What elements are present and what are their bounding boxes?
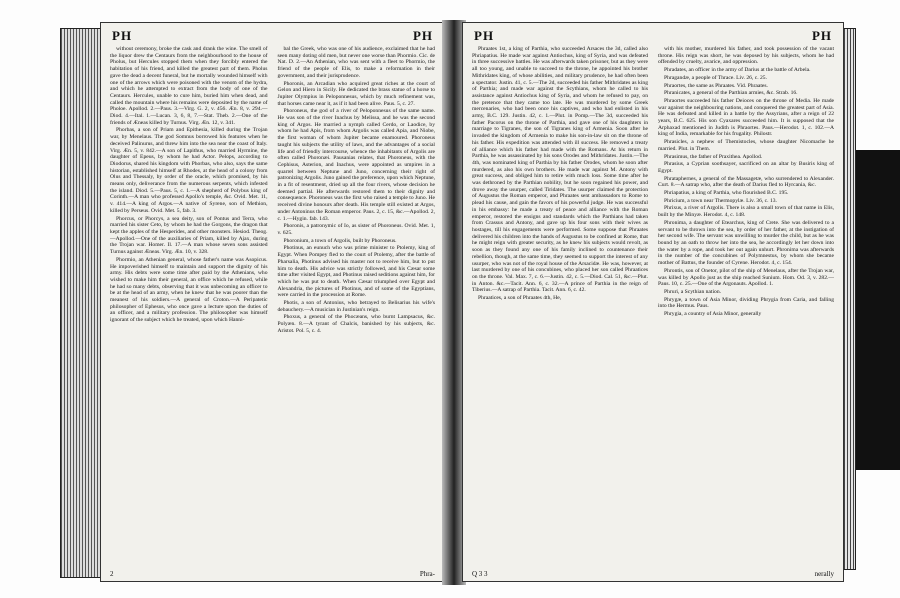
right-page [462, 22, 844, 582]
right-column-1 [472, 46, 648, 319]
left-column-2 [278, 46, 436, 336]
signature-mark: Q 3 3 [472, 570, 488, 578]
catchword: Phra- [419, 570, 435, 578]
left-header-right: PH [412, 28, 433, 43]
entry: Phricium, a town near Thermopylæ. Liv. 36, c. 13. [664, 197, 777, 204]
entry: Phorcus, or Phorcys, a sea deity, son of Pontus and Terra, who married his sister Ceto, by whom he had the Gorgons, the dragon that kept the apples of the Hesperides, and other monsters. Hesiod. Theog.—Apollod.—One of the auxiliaries of Priam, killed by Ajax, during the Trojan war. Homer. Il. 17.—A man whose seven sons assisted Turnus against Æneas. Virg. Æn. 10, v. 328. [110, 215, 268, 256]
left-page-footer [110, 570, 435, 578]
page-number: 2 [110, 570, 114, 578]
entry: Phriapatius, a king of Parthia, who flourished B.C. 195. [664, 190, 789, 197]
open-book [60, 10, 850, 580]
entry: Phrygæ, a town of Asia Minor, dividing Phrygia from Caria, and falling into the Hermus. Paus. [658, 296, 834, 310]
right-header-right: PH [811, 28, 832, 43]
entry: Phoronis, an Arcadian who acquired great riches at the court of Gelon and Hiero in Sicily. He dedicated the brass statue of a horse to Jupiter Olympius in Peloponnesus, which by much refinement was, that horses came near it, as if it had been alive. Paus. 5, c. 27. [277, 80, 435, 107]
entry: Phraortes, the same as Phraates. Vid. Phraates. [664, 82, 768, 89]
entry: Phragandæ, a people of Thrace. Liv. 26, c. 25. [664, 74, 767, 81]
entry: Photis, a son of Antonius, who betrayed to Belisarius his wife's debauchery.—A musician in Justinian's reign. [277, 300, 435, 313]
entry: Phrontis, son of Onetor, pilot of the ship of Menelaus, after the Trojan war, was killed by Apollo just as the ship reached Sunium. Hom. Od. 3, v. 282.—Paus. 10, c. 25.—One of the Argonauts. Apollod. 1. [658, 267, 834, 288]
entry: without ceremony, broke the cask and drank the wine. The smell of the liquor drew the Centaurs from the neighbourhood to the house of Pholus, but Hercules stopped them when they forcibly entered the habitation of his friend, and killed the greatest part of them. Pholus gave the dead a decent funeral, but he mortally wounded himself with one of the arrows which were poisoned with the venom of the hydra, and which he attempted to extract from the body of one of the Centaurs. Hercules, unable to cure him, buried him when dead, and called the mountain where his remains were deposited by the name of Pholoe. Apollod. 2.—Paus. 3.—Virg. G. 2, v. 456. Æn. 8, v. 294.—Diod. 4.—Ital. 1.—Lucan. 3, 6, 8, 7.—Stat. Theb. 2.—One of the friends of Æneas killed by Turnus. Virg. Æn. 12, v. 341. [110, 46, 268, 126]
catchword: nerally [814, 570, 834, 578]
right-page-footer [472, 570, 834, 578]
left-column-1 [110, 46, 268, 336]
entry: Phrasius, a Cyprian soothsayer, sacrificed on an altar by Busiris king of Egypt. [658, 161, 834, 174]
right-column-2 [658, 46, 834, 319]
entry: Phrataphernes, a general of the Massagetæ, who surrendered to Alexander. Curt. 8.—A satrap who, after the death of Darius fled to Hyrcania, &c. [658, 175, 834, 189]
entry: Phronima, a daughter of Etearchus, king of Crete. She was delivered to a servant to be thrown into the sea, by order of her father, at the instigation of her second wife. The servant was unwilling to murder the child, but as he was bound by an oath to throw her into the sea, he accordingly let her down into the water by a rope, and took her out again unhurt. Phronima was afterwards in the number of the concubines of Polymnestus, by whom she became mother of Battus, the founder of Cyrene. Herodot. 4, c. 154. [658, 219, 834, 267]
left-header-left: PH [112, 28, 133, 43]
entry: bal the Greek, who was one of his audience, exclaimed that he had seen many doting old men, but never one worse than Phormio. Cic. de Nat. D. 2.—An Athenian, who was sent with a fleet to Phormio, the friend of the people of Elis, to make a reformation in their government, and their jurisprudence. [277, 46, 435, 79]
entry: Phrasimus, the father of Praxithea. Apollod. [664, 153, 763, 160]
entry: Phrygia, a country of Asia Minor, generally [664, 311, 762, 318]
entry: Phrasicles, a nephew of Themistocles, whose daughter Nicomache he married. Plut. in Them. [658, 139, 834, 152]
entry: Phormio, an Athenian general, whose father's name was Asopicus. He impoverished himself to maintain and support the dignity of his army. His debts were some time after paid by the Athenians, who wished to make him their general, an office which he refused, while he had so many debts, observing that it was unbecoming an officer to be at the head of an army, when he knew that he was poorer than the meanest of his soldiers.—A general of Croton.—A Peripatetic philosopher of Ephesus, who once gave a lecture upon the duties of an officer, and a military profession. The philosopher was himself ignorant of the subject which he treated, upon which Hanni- [110, 256, 268, 324]
left-page [100, 22, 445, 582]
entry: Phoronis, a patronymic of Io, as sister of Phoroneus. Ovid. Met. 1, v. 625. [277, 223, 435, 236]
entry: Photinus, an eunuch who was prime minister to Ptolemy, king of Egypt. When Pompey fled to the court of Ptolemy, after the battle of Pharsalia, Photinus advised his master not to receive him, but to put him to death. His advice was strictly followed, and his Cæsar some time after visited Egypt, and Photinus raised seditions against him, for which he was put to death. When Cæsar triumphed over Egypt and Alexandria, the pictures of Photinus, and of some of the Egyptians, were carried in the procession at Rome. [277, 245, 435, 299]
entry: with his mother, murdered his father, and took possession of the vacant throne. His reign was short, he was deposed by his subjects, whom he had offended by cruelty, avarice, and oppression. [658, 46, 834, 66]
entry: Phraortes succeeded his father Deioces on the throne of Media. He made war against the neighbouring nations, and conquered the greatest part of Asia. He was defeated and killed in a battle by the Assyrians, after a reign of 22 years, B.C. 625. His son Cyaxares succeeded him. It is supposed that the Arphaxad mentioned in Judith is Phraortes. Paus.—Herodot. 1, c. 102.—A king of India, remarkable for his frugality. Philostr. [658, 97, 834, 138]
entry: Phoxus, a general of the Phocæans, who burnt Lampsacus, &c. Polyæn. 8.—A tyrant of Chalcis, banished by his subjects, &c. Aristot. Pol. 5, c. 4. [277, 314, 435, 334]
entry: Phruri, a Scythian nation. [664, 288, 722, 295]
right-header-left: PH [474, 28, 495, 43]
entry: Phranicates, a general of the Parthian armies, &c. Strab. 16. [664, 90, 798, 97]
entry: Phraates 1st, a king of Parthia, who succeeded Arsaces the 3d, called also Phriapatius. He made war against Antiochus, king of Syria, and was defeated in three successive battles. He was afterwards taken prisoner, but as they were all too young, and unable to succeed to the throne, he appointed his brother Mithridates king, of whose abilities, and military prudence, he had often been a spectator. Justin. 41, c. 5.—The 2d, succeeded his father Mithridates as king of Parthia; and made war against the Scythians, whom he called to his assistance against Antiochus king of Syria, and whom he refused to pay, on the pretence that they came too late. He was murdered by some Greek mercenaries, who had been once his captives, and who had enlisted in his army, B.C. 129. Justin. 42, c. 1.—Plut. in Pomp.—The 3d, succeeded his father Pacorus on the throne of Parthia, and gave one of his daughters in marriage to Tigranes, the son of Tigranes king of Armenia. Soon after he invaded the kingdom of Armenia to make his son-in-law sit on the throne of his father. His expedition was attended with ill success. He removed a treaty of alliance which his father had made with the Romans. At his return in Parthia, he was assassinated by his sons Orodes and Mithridates. Justin.—The 4th, was nominated king of Parthia by his father Orodes, whom he soon after murdered, as also his own brothers. He made war against M. Antony with great success, and obliged him to retire with much loss. Some time after he was dethroned by the Parthian nobility, but he soon regained his power, and drove away the usurper, called Tiridates. The usurper claimed the protection of Augustus the Roman emperor, and Phraates sent ambassadors to Rome to plead his cause, and gain the favors of his powerful judge. He was successful in his embassy: he made a treaty of peace and alliance with the Roman emperor, restored the ensigns and standards which the Parthians had taken from Crassus and Antony, and gave up his four sons with their wives as hostages, till his engagements were performed. Some suppose that Phraates delivered his children into the hands of Augustus to be confined at Rome, that he might reign with greater security, as he knew his subjects would revolt, as soon as they found any one of his family inclined to countenance their rebellion, though, at the same time, they seemed to support the interest of any usurper, who was not of the royal house of the Arsacidæ. He was, however, at last murdered by one of his concubines, who placed her son called Phraatices on the throne. Val. Max. 7, c. 6.—Justin. 42, c. 5.—Diod. Cal. 51, &c.—Plut. in Anton. &c.—Tacit. Ann. 6, c. 32.—A prince of Parthia in the reign of Tiberius.—A satrap of Parthia. Tacit. Ann. 6, c. 42. [472, 46, 648, 294]
entry: Phradates, an officer in the army of Darius at the battle of Arbela. [664, 67, 811, 74]
left-page-header [100, 22, 445, 46]
right-page-header [462, 22, 844, 46]
entry: Phoronium, a town of Argolis, built by Phoroneus. [283, 237, 397, 244]
entry: Phrixus, a river of Argolis. There is also a small town of that name in Elis, built by the Minyæ. Herodot. 4, c. 148. [658, 205, 834, 219]
entry: Phraatices, a son of Phraates 4th, He, [478, 295, 562, 302]
entry: Phorbas, a son of Priam and Epithesia, killed during the Trojan war, by Menelaus. The god Somnus borrowed his features when he deceived Palinurus, and threw him into the sea near the coast of Italy. Virg. Æn. 5, v. 842.—A son of Lapithus, who married Hyrmine, the daughter of Epeus, by whom he had Actor. Pelops, according to Diodorus, shared his kingdom with Phorbas, who also, says the same historian, established himself at Rhodes, at the head of a colony from Olus and Thessaly, by order of the oracle, which promised, by his means only, deliverance from the numerous serpents, which infested the island. Diod. 5.—Paus. 5, c. 1.—A shepherd of Polybus king of Corinth.—A man who professed Apollo's temple, &c. Ovid. Met. 11, v. 414.—A king of Argos.—A native of Syrene, son of Methion, killed by Perseus. Ovid. Met. 5, fab. 3. [110, 127, 268, 214]
entry: Phoroneus, the god of a river of Peloponnesus of the same name. He was son of the river Inachus by Melissa, and he was the second king of Argos. He married a nymph called Cerdo, or Laodice, by whom he had Apis, from whom Argolis was called Apia, and Niobe, the first woman of whom Jupiter became enamoured. Phoroneus taught his subjects the utility of laws, and the advantages of a social life and of friendly intercourse, whence the inhabitants of Argolis are often called Phoronæi. Pausanias relates, that Phoroneus, with the Cephisus, Asterion, and Inachus, were appointed as umpires in a quarrel between Neptune and Juno, concerning their right of patronizing Argolis. Juno gained the preference, upon which Neptune, in a fit of resentment, dried up all the four rivers, whose decision he deemed partial. He afterwards restored them to their dignity and consequence. Phoroneus was the first who raised a temple to Juno. He received divine honours after death. His temple still existed at Argos, under Antoninus the Roman emperor. Paus. 2, c. 15, &c.—Apollod. 2, c. 1.—Hygin. fab. 143. [277, 108, 435, 222]
